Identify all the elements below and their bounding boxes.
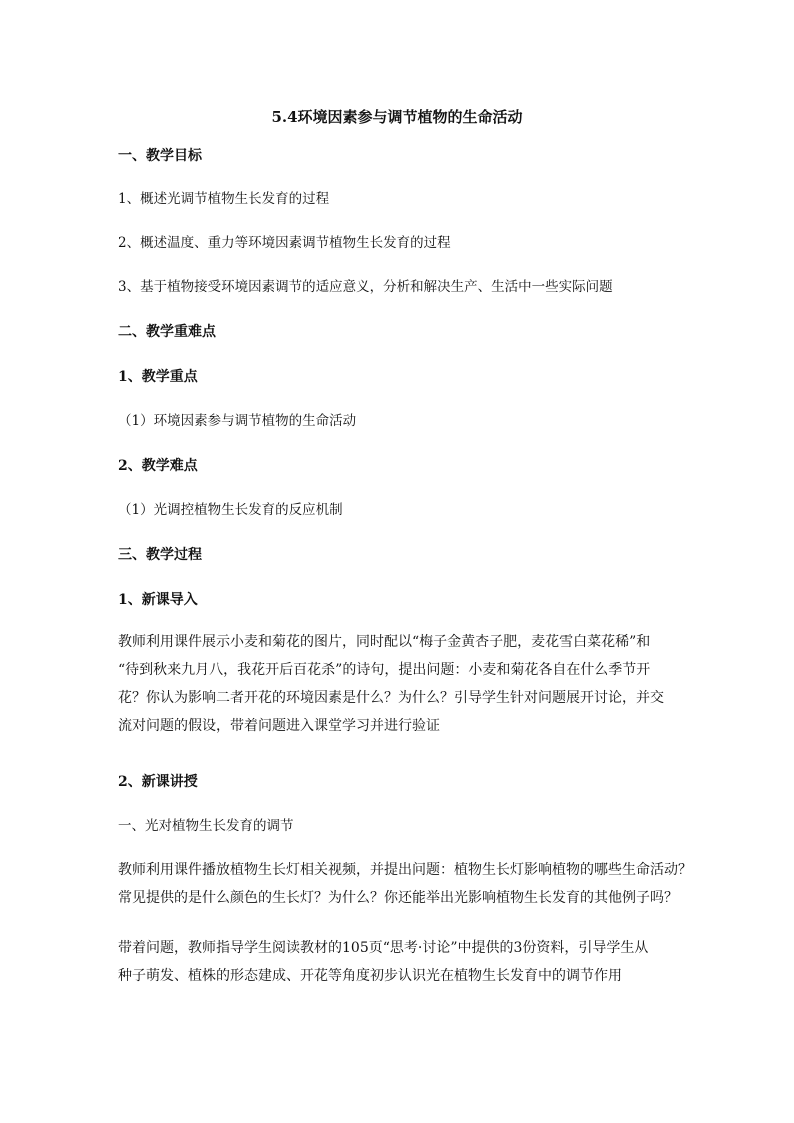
subheading-intro: 1、新课导入: [118, 592, 198, 608]
difficulty-item-1: （1）光调控植物生长发育的反应机制: [118, 502, 343, 518]
section-heading-objectives: 一、教学目标: [118, 148, 202, 164]
subheading-difficulty: 2、教学难点: [118, 458, 198, 474]
light-para2-line-2: 种子萌发、植株的形态建成、开花等角度初步认识光在植物生长发育中的调节作用: [118, 968, 622, 984]
light-para1-line-2: 常见提供的是什么颜色的生长灯？为什么？你还能举出光影响植物生长发育的其他例子吗？: [118, 890, 678, 906]
objective-item-3: 3、基于植物接受环境因素调节的适应意义，分析和解决生产、生活中一些实际问题: [118, 279, 613, 295]
intro-paragraph: [118, 628, 680, 740]
intro-line-4: 流对问题的假设，带着问题进入课堂学习并进行验证: [118, 718, 440, 734]
light-paragraph-1: [118, 856, 692, 912]
section-heading-keypoints: 二、教学重难点: [118, 324, 216, 340]
section-heading-process: 三、教学过程: [118, 547, 202, 563]
intro-line-2: “待到秋来九月八，我花开后百花杀”的诗句，提出问题：小麦和菊花各自在什么季节开: [118, 662, 651, 678]
intro-line-1: 教师利用课件展示小麦和菊花的图片，同时配以“梅子金黄杏子肥，麦花雪白菜花稀”和: [118, 634, 651, 650]
light-para2-line-1: 带着问题，教师指导学生阅读教材的105页“思考·讨论”中提供的3份资料，引导学生从: [118, 940, 649, 956]
light-paragraph-2: [118, 934, 680, 990]
key-item-1: （1）环境因素参与调节植物的生命活动: [118, 413, 357, 429]
objective-item-2: 2、概述温度、重力等环境因素调节植物生长发育的过程: [118, 235, 451, 251]
objective-item-1: 1、概述光调节植物生长发育的过程: [118, 191, 330, 207]
light-para1-line-1: 教师利用课件播放植物生长灯相关视频，并提出问题：植物生长灯影响植物的哪些生命活动？: [118, 862, 692, 878]
page-title: 5.4环境因素参与调节植物的生命活动: [271, 108, 523, 126]
subheading-lecture: 2、新课讲授: [118, 774, 198, 790]
intro-line-3: 花？你认为影响二者开花的环境因素是什么？为什么？引导学生针对问题展开讨论，并交: [118, 690, 664, 706]
light-heading: 一、光对植物生长发育的调节: [118, 818, 294, 834]
subheading-key: 1、教学重点: [118, 369, 198, 385]
